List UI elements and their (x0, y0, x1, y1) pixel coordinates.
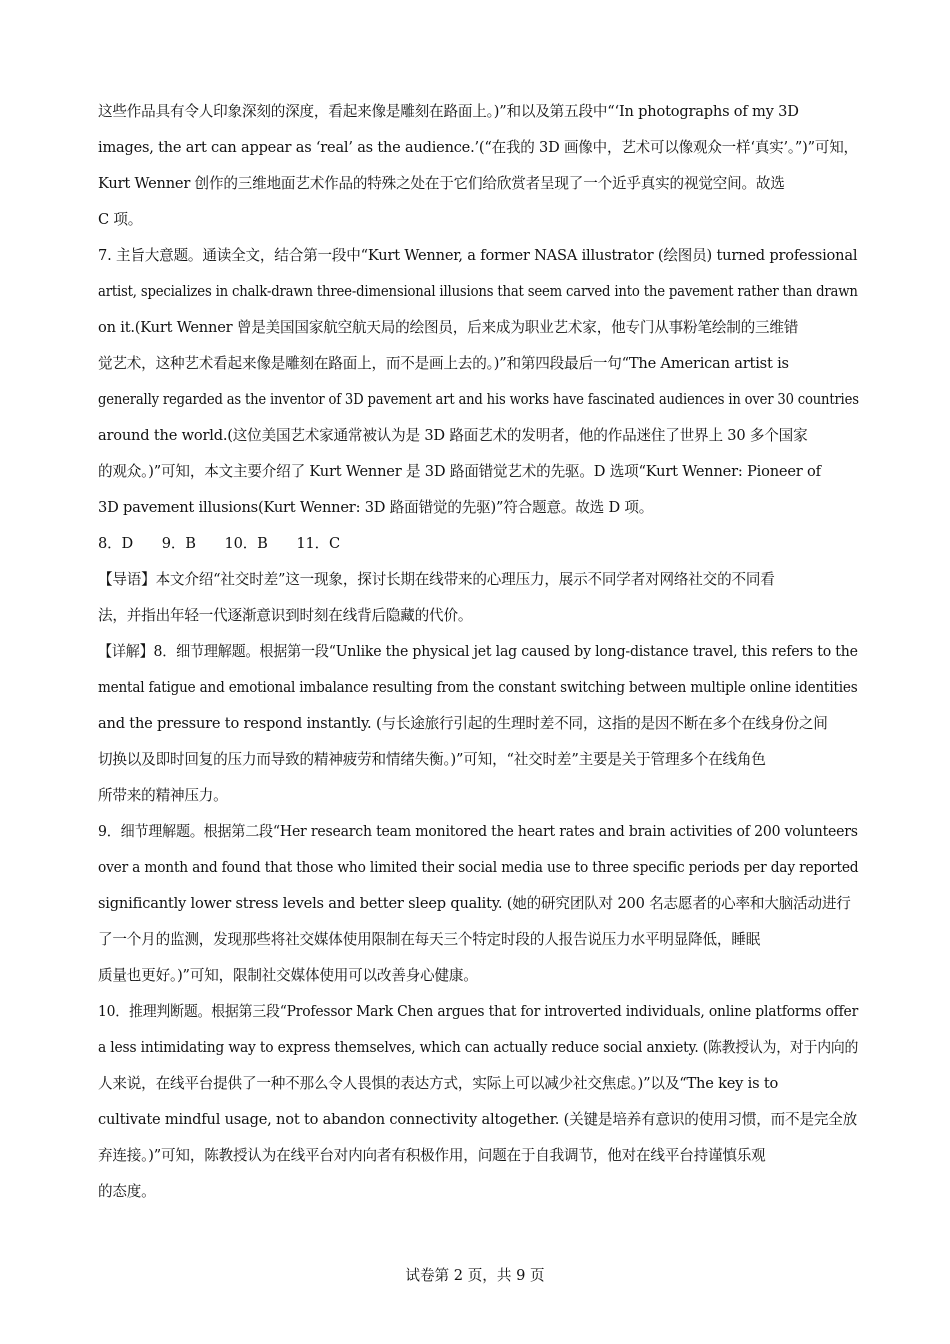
text-line: 了一个月的监测，发现那些将社交媒体使用限制在每天三个特定时段的人报告说压力水平明显降低，睡眠 (98, 931, 761, 948)
text-line: 切换以及即时回复的压力而导致的精神疲劳和情绪失衡。)”可知，“社交时差”主要是关于管理多个在线角色 (98, 751, 766, 768)
text-line: 觉艺术，这种艺术看起来像是雕刻在路面上，而不是画上去的。)”和第四段最后一句“The American artist is (98, 355, 789, 372)
text-line: 所带来的精神压力。 (98, 787, 228, 804)
text-line: 法，并指出年轻一代逐渐意识到时刻在线背后隐藏的代价。 (98, 607, 473, 624)
text-line: 的态度。 (98, 1183, 156, 1200)
text-line: 7. 主旨大意题。通读全文，结合第一段中“Kurt Wenner, a former NASA illustrator (绘图员) turned professional (98, 247, 858, 264)
text-line: 9．细节理解题。根据第二段“Her research team monitored the heart rates and brain activities of 200 volunteers (98, 823, 858, 840)
text-line: images, the art can appear as ‘real’ as the audience.’(“在我的 3D 画像中，艺术可以像观众一样‘真实’。”)”可知， (98, 139, 858, 156)
text-line: cultivate mindful usage, not to abandon connectivity altogether. (关键是培养有意识的使用习惯，而不是完全放 (98, 1111, 858, 1128)
answer-explanation-text (98, 94, 858, 1210)
text-line: C 项。 (98, 211, 143, 228)
text-line: over a month and found that those who limited their social media use to three specific periods per day reported (98, 859, 859, 876)
text-line: 【导语】本文介绍“社交时差”这一现象，探讨长期在线带来的心理压力，展示不同学者对网络社交的不同看 (98, 571, 775, 588)
text-line: a less intimidating way to express themselves, which can actually reduce social anxiety. (陈教授认为，对于内向的 (98, 1039, 859, 1056)
text-line: around the world.(这位美国艺术家通常被认为是 3D 路面艺术的发明者，他的作品迷住了世界上 30 多个国家 (98, 427, 808, 444)
text-line: 【详解】8．细节理解题。根据第一段“Unlike the physical jet lag caused by long-distance travel, this refers to the (98, 643, 858, 660)
text-line: 的观众。)”可知，本文主要介绍了 Kurt Wenner 是 3D 路面错觉艺术的先驱。D 选项“Kurt Wenner: Pioneer of (98, 463, 821, 480)
text-line: on it.(Kurt Wenner 曾是美国国家航空航天局的绘图员，后来成为职业艺术家，他专门从事粉笔绘制的三维错 (98, 319, 799, 336)
text-line: 3D pavement illusions(Kurt Wenner: 3D 路面错觉的先驱)”符合题意。故选 D 项。 (98, 499, 654, 516)
text-line: significantly lower stress levels and better sleep quality. (她的研究团队对 200 名志愿者的心率和大脑活动进行 (98, 895, 851, 912)
text-line: 10．推理判断题。根据第三段“Professor Mark Chen argues that for introverted individuals, online platforms offer (98, 1003, 859, 1020)
text-line: 这些作品具有令人印象深刻的深度，看起来像是雕刻在路面上。)”和以及第五段中“‘In photographs of my 3D (98, 103, 799, 120)
text-line: mental fatigue and emotional imbalance resulting from the constant switching between multiple online identities (98, 679, 858, 696)
text-line: Kurt Wenner 创作的三维地面艺术作品的特殊之处在于它们给欣赏者呈现了一个近乎真实的视觉空间。故选 (98, 175, 785, 192)
text-line: 8．D 9．B 10．B 11．C (98, 535, 340, 552)
text-line: 人来说，在线平台提供了一种不那么令人畏惧的表达方式，实际上可以减少社交焦虑。)”以及“The key is to (98, 1075, 779, 1092)
page-number-footer: 试卷第 2 页，共 9 页 (405, 1267, 545, 1284)
text-line: artist, specializes in chalk-drawn three-dimensional illusions that seem carved into the pavement rather than drawn (98, 283, 858, 300)
text-line: and the pressure to respond instantly. (与长途旅行引起的生理时差不同，这指的是因不断在多个在线身份之间 (98, 715, 828, 732)
text-line: 弃连接。)”可知，陈教授认为在线平台对内向者有积极作用，问题在于自我调节，他对在线平台持谨慎乐观 (98, 1147, 766, 1164)
text-line: generally regarded as the inventor of 3D pavement art and his works have fascinated audiences in over 30 countries (98, 391, 859, 408)
text-line: 质量也更好。)”可知，限制社交媒体使用可以改善身心健康。 (98, 967, 478, 984)
